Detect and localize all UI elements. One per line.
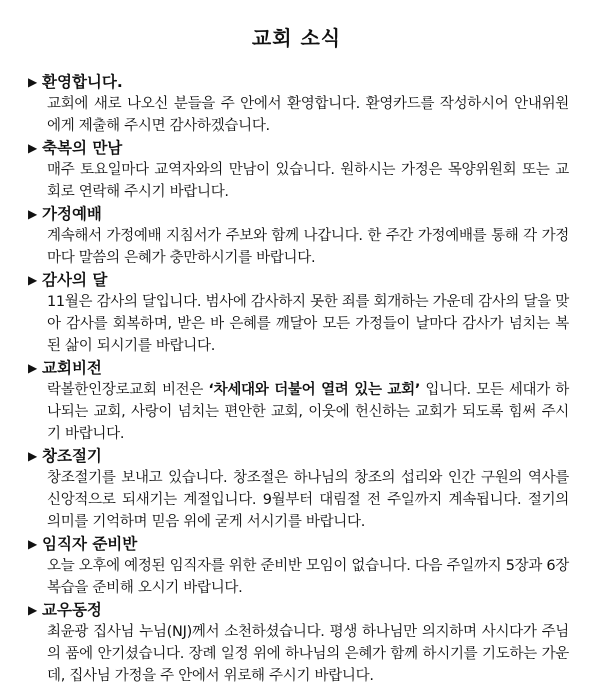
section-heading (28, 445, 102, 467)
section-body: 매주 토요일마다 교역자와의 만남이 있습니다. 원하시는 가정은 목양위원회 또는 교회로 연락해 주시기 바랍니다. (47, 162, 569, 200)
section-body: 11월은 감사의 달입니다. 범사에 감사하지 못한 죄를 회개하는 가운데 감사의 달을 맞아 감사를 회복하며, 받은 바 은혜를 깨달아 모든 가정들이 날마다 감사가 넘치는 복된 삶이 되시기를 바랍니다. (47, 294, 569, 354)
vision-rest-text: 입니다. 모든 세대가 하나되는 교회, 사랑이 넘치는 편안한 교회, 이웃에 헌신하는 교회가 되도록 힘써 주시기 바랍니다. (47, 382, 569, 442)
page-title: 교회 소식 (251, 26, 342, 50)
section-heading-text: 임직자 준비반 (42, 535, 138, 553)
bullet-triangle-icon: ▶ (28, 449, 38, 463)
bullet-triangle-icon: ▶ (28, 537, 38, 551)
section-heading (28, 137, 122, 159)
section-heading (28, 71, 123, 93)
vision-highlight-text: ‘차세대와 더불어 열려 있는 교회’ (208, 382, 421, 398)
section-heading (28, 533, 137, 555)
bullet-triangle-icon: ▶ (28, 603, 38, 617)
section-body: 교회에 새로 나오신 분들을 주 안에서 환영합니다. 환영카드를 작성하시어 안내위원에게 제출해 주시면 감사하겠습니다. (47, 96, 569, 134)
bullet-triangle-icon: ▶ (28, 75, 38, 89)
section-heading-text: 가정예배 (42, 205, 102, 223)
bullet-triangle-icon: ▶ (28, 273, 38, 287)
section-heading (28, 357, 102, 379)
vision-intro-text: 락볼한인장로교회 비전은 (47, 382, 209, 398)
section-heading-text: 교회비전 (42, 359, 102, 377)
section-heading-text: 교우동정 (42, 601, 102, 619)
section-body: 계속해서 가정예배 지침서가 주보와 함께 나갑니다. 한 주간 가정예배를 통해 각 가정마다 말씀의 은혜가 충만하시기를 바랍니다. (47, 228, 569, 266)
section-body: 창조절기를 보내고 있습니다. 창조절은 하나님의 창조의 섭리와 인간 구원의 역사를 신앙적으로 되새기는 계절입니다. 9월부터 대림절 전 주일까지 계속됩니다. 절기의 의미를 기억하며 믿음 위에 굳게 서시기를 바랍니다. (47, 470, 569, 530)
section-body (47, 379, 569, 445)
section-heading (28, 599, 102, 621)
section-body: 최윤광 집사님 누님(NJ)께서 소천하셨습니다. 평생 하나님만 의지하며 사시다가 주님의 품에 안기셨습니다. 장례 일정 위에 하나님의 은혜가 함께 하시기를 기도하는 가운데, 집사님 가정을 주 안에서 위로해 주시기 바랍니다. (47, 624, 569, 684)
section-body: 오늘 오후에 예정된 임직자를 위한 준비반 모임이 없습니다. 다음 주일까지 5장과 6장 복습을 준비해 오시기 바랍니다. (47, 558, 569, 596)
section-heading (28, 269, 107, 291)
section-heading (28, 203, 102, 225)
bullet-triangle-icon: ▶ (28, 361, 38, 375)
section-heading-text: 환영합니다. (42, 73, 123, 91)
section-heading-text: 창조절기 (42, 447, 102, 465)
section-heading-text: 감사의 달 (42, 271, 108, 289)
bullet-triangle-icon: ▶ (28, 207, 38, 221)
bullet-triangle-icon: ▶ (28, 141, 38, 155)
section-heading-text: 축복의 만남 (42, 139, 123, 157)
